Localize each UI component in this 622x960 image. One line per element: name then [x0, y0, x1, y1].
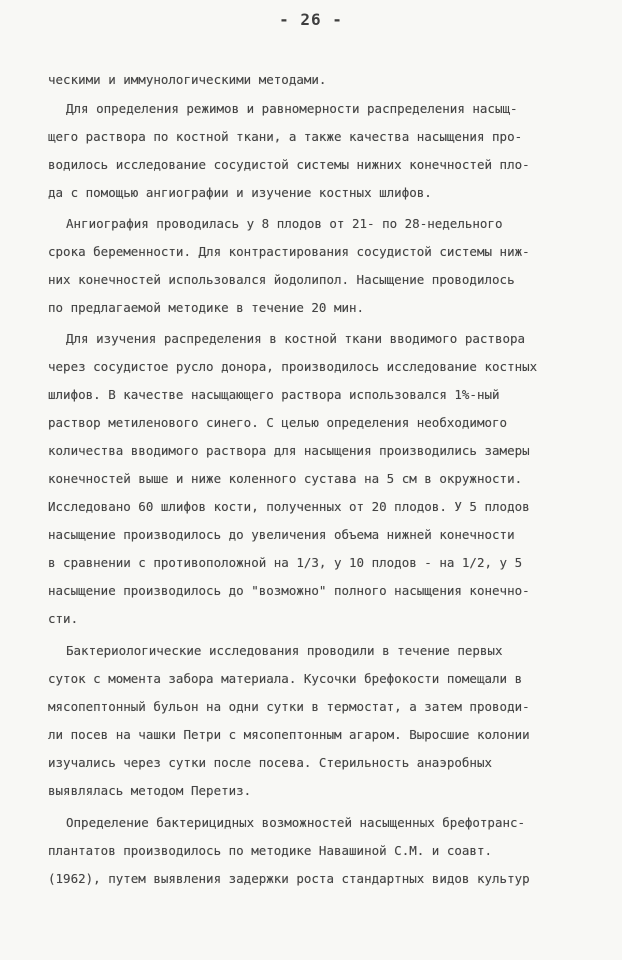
text-line: насыщение производилось до увеличения объема нижней конечности [48, 527, 515, 542]
text-line: мясопептонный бульон на одни сутки в термостат, а затем проводи- [48, 699, 530, 714]
text-line: выявлялась методом Перетиз. [48, 783, 252, 798]
text-line: Бактериологические исследования проводили в течение первых [66, 643, 503, 658]
text-line: количества вводимого раствора для насыщения производились замеры [48, 443, 530, 458]
text-line: Для изучения распределения в костной ткани вводимого раствора [66, 331, 526, 346]
text-line: ли посев на чашки Петри с мясопептонным агаром. Выросшие колонии [48, 727, 530, 742]
text-line: Исследовано 60 шлифов кости, полученных от 20 плодов. У 5 плодов [48, 499, 530, 514]
text-line: по предлагаемой методике в течение 20 мин. [48, 300, 365, 315]
text-line: Ангиография проводилась у 8 плодов от 21- по 28-недельного [66, 216, 503, 231]
text-line: Для определения режимов и равномерности распределения насыщ- [66, 101, 518, 116]
text-line: щего раствора по костной ткани, а также качества насыщения про- [48, 129, 523, 144]
page-number: - 26 - [279, 10, 343, 29]
text-line: через сосудистое русло донора, производилось исследование костных [48, 359, 538, 374]
text-line: в сравнении с противоположной на 1/3, у 10 плодов - на 1/2, у 5 [48, 555, 523, 570]
text-line: плантатов производилось по методике Навашиной С.М. и соавт. [48, 843, 493, 858]
text-line: срока беременности. Для контрастирования сосудистой системы ниж- [48, 244, 530, 259]
text-line: водилось исследование сосудистой системы нижних конечностей пло- [48, 157, 530, 172]
text-line: насыщение производилось до "возможно" полного насыщения конечно- [48, 583, 530, 598]
text-line: да с помощью ангиографии и изучение костных шлифов. [48, 185, 432, 200]
text-line: (1962), путем выявления задержки роста стандартных видов культур [48, 871, 530, 886]
text-line: суток с момента забора материала. Кусочки брефокости помещали в [48, 671, 523, 686]
text-line: шлифов. В качестве насыщающего раствора использовался 1%-ный [48, 387, 500, 402]
text-line: Определение бактерицидных возможностей насыщенных брефотранс- [66, 815, 526, 830]
text-line: изучались через сутки после посева. Стерильность анаэробных [48, 755, 493, 770]
text-line: них конечностей использовался йодолипол. Насыщение проводилось [48, 272, 515, 287]
text-line: сти. [48, 611, 79, 626]
text-line: конечностей выше и ниже коленного сустава на 5 см в окружности. [48, 471, 523, 486]
text-line: ческими и иммунологическими методами. [48, 72, 327, 87]
text-line: раствор метиленового синего. С целью определения необходимого [48, 415, 508, 430]
